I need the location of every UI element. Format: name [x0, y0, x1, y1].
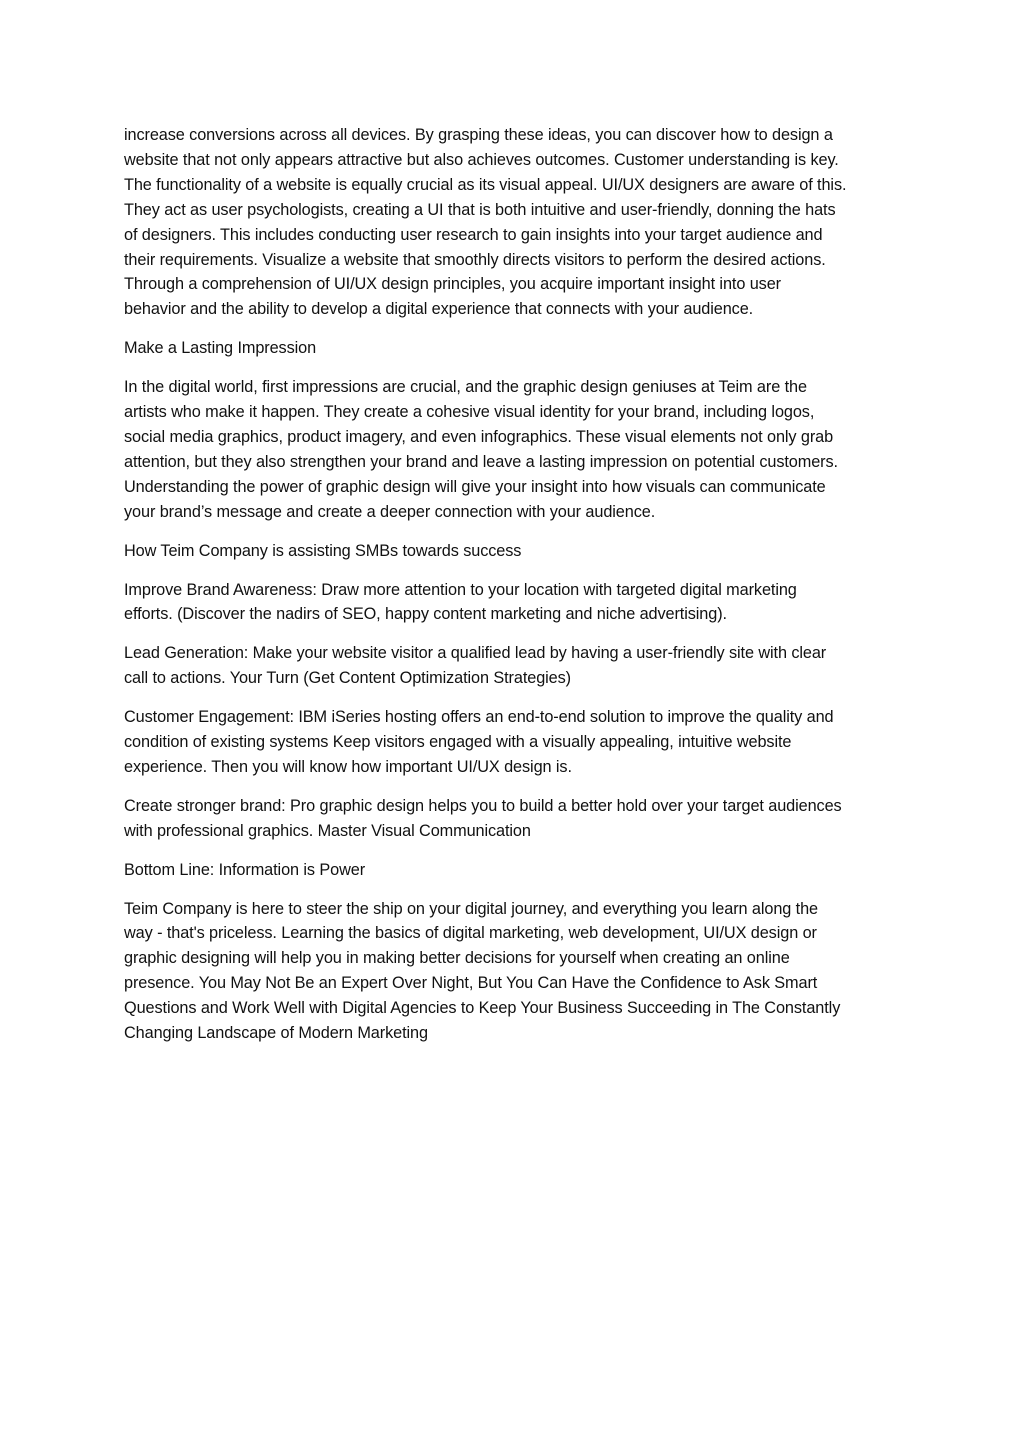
- text-line: website that not only appears attractive but also achieves outcomes. Customer understanding is key.: [124, 150, 839, 169]
- text-line: Customer Engagement: IBM iSeries hosting offers an end-to-end solution to improve the quality and: [124, 708, 834, 727]
- text-line: with professional graphics. Master Visual Communication: [124, 821, 531, 840]
- text-line: Create stronger brand: Pro graphic design helps you to build a better hold over your target audiences: [124, 796, 842, 815]
- customer-engagement-paragraph: [124, 705, 914, 780]
- closing-paragraph: [124, 897, 914, 1046]
- stronger-brand-paragraph: [124, 794, 914, 844]
- brand-awareness-paragraph: [124, 578, 914, 628]
- text-line: Teim Company is here to steer the ship on your digital journey, and everything you learn along the: [124, 899, 819, 918]
- text-line: presence. You May Not Be an Expert Over Night, But You Can Have the Confidence to Ask Smart: [124, 974, 818, 993]
- section-heading-bottom-line: Bottom Line: Information is Power: [124, 860, 366, 879]
- graphic-design-paragraph: [124, 375, 914, 524]
- text-line: way - that's priceless. Learning the basics of digital marketing, web development, UI/UX design or: [124, 924, 817, 943]
- text-line: artists who make it happen. They create a cohesive visual identity for your brand, including logos,: [124, 403, 815, 422]
- text-line: behavior and the ability to develop a digital experience that connects with your audience.: [124, 300, 754, 319]
- section-heading-lasting-impression: Make a Lasting Impression: [124, 339, 317, 358]
- text-line: of designers. This includes conducting user research to gain insights into your target audience and: [124, 225, 823, 244]
- text-line: Through a comprehension of UI/UX design principles, you acquire important insight into user: [124, 275, 781, 294]
- text-line: graphic designing will help you in making better decisions for yourself when creating an online: [124, 949, 790, 968]
- text-line: Understanding the power of graphic design will give your insight into how visuals can communicate: [124, 477, 826, 496]
- text-line: your brand’s message and create a deeper connection with your audience.: [124, 502, 656, 521]
- text-line: call to actions. Your Turn (Get Content Optimization Strategies): [124, 669, 571, 688]
- text-line: their requirements. Visualize a website that smoothly directs visitors to perform the desired actions.: [124, 250, 826, 269]
- intro-paragraph: [124, 123, 914, 322]
- text-line: social media graphics, product imagery, and even infographics. These visual elements not only grab: [124, 427, 834, 446]
- document-body: [124, 123, 914, 1060]
- text-line: The functionality of a website is equally crucial as its visual appeal. UI/UX designers are aware of this.: [124, 175, 847, 194]
- text-line: experience. Then you will know how important UI/UX design is.: [124, 757, 572, 776]
- text-line: Improve Brand Awareness: Draw more attention to your location with targeted digital marketing: [124, 580, 797, 599]
- text-line: increase conversions across all devices. By grasping these ideas, you can discover how to design a: [124, 126, 833, 144]
- text-line: Changing Landscape of Modern Marketing: [124, 1024, 428, 1043]
- text-line: efforts. (Discover the nadirs of SEO, happy content marketing and niche advertising).: [124, 605, 727, 624]
- text-line: Lead Generation: Make your website visitor a qualified lead by having a user-friendly site with clear: [124, 644, 827, 663]
- section-heading-smb-success: How Teim Company is assisting SMBs towards success: [124, 541, 522, 560]
- text-line: attention, but they also strengthen your brand and leave a lasting impression on potential customers.: [124, 452, 838, 471]
- text-line: They act as user psychologists, creating a UI that is both intuitive and user-friendly, donning the hats: [124, 200, 836, 219]
- text-line: In the digital world, first impressions are crucial, and the graphic design geniuses at Teim are the: [124, 378, 807, 397]
- text-line: Questions and Work Well with Digital Agencies to Keep Your Business Succeeding in The Constantly: [124, 999, 841, 1018]
- lead-generation-paragraph: [124, 641, 914, 691]
- text-line: condition of existing systems Keep visitors engaged with a visually appealing, intuitive website: [124, 733, 792, 752]
